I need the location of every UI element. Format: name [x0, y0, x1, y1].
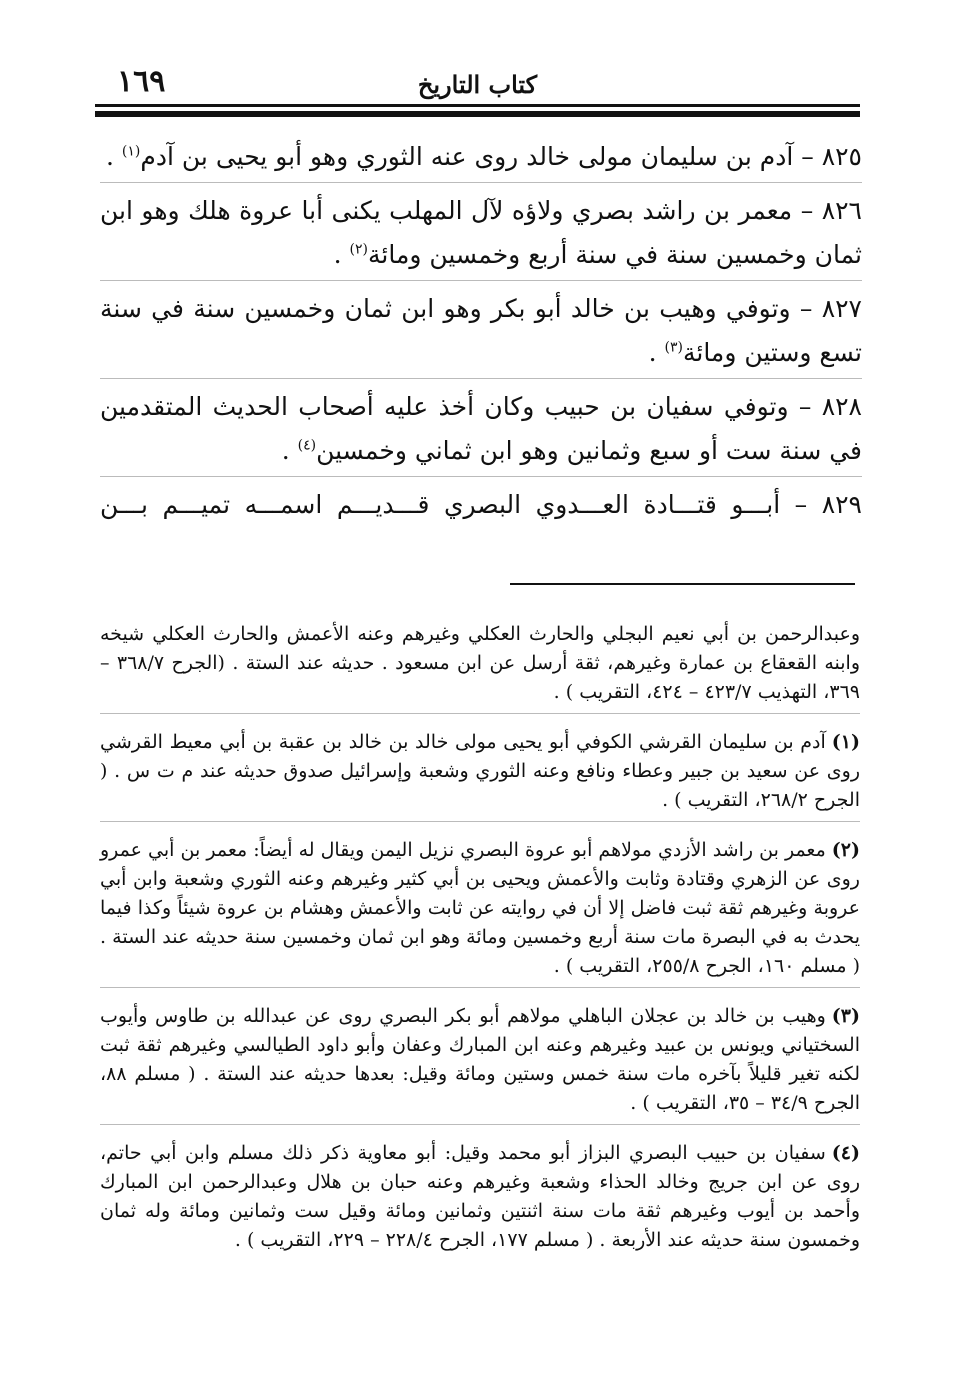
- entry-825: [100, 135, 862, 184]
- footnote-separator: [100, 987, 860, 988]
- footnote-separator: [100, 821, 860, 822]
- entry-827: [100, 287, 862, 380]
- footnote-text: سفيان بن حبيب البصري البزاز أبو محمد وقيل: أبو معاوية ذكر ذلك مسلم وابن أبي حاتم، روى عن ابن جريج وخالد الحذاء وشعبة وغيرهم وعنه حبان بن هلال وعبدالرحمن ابن المبارك وأحمد بن أيوب وغيرهم ثقة مات سنة اثنتين وثمانين ومائة وقيل ست وثمانين ومائة وله ثمان وخمسون سنة حديثه عند الأربعة . ( مسلم ١٧٧، الجرح ٢٢٨/٤ – ٢٢٩، التقريب ) .: [100, 1142, 860, 1251]
- entry-divider: [100, 280, 862, 282]
- entry-divider: [100, 182, 862, 184]
- footnote-separator: [100, 713, 860, 714]
- footnote-3: [100, 1002, 860, 1118]
- footnote-ref: (٢): [349, 241, 368, 258]
- entry-text: ٨٢٧ – وتوفي وهيب بن خالد أبو بكر وهو ابن ثمان وخمسين سنة في سنة تسع وستين ومائة: [100, 294, 862, 367]
- entry-829: [100, 483, 862, 527]
- footnote-1: [100, 728, 860, 815]
- book-title: كتاب التاريخ: [417, 70, 538, 99]
- entry-tail: .: [106, 142, 122, 171]
- page-number: ١٦٩: [117, 64, 166, 99]
- footnote-text: وهيب بن خالد بن عجلان الباهلي مولاهم أبو بكر البصري روى عن عبدالله بن طاوس وأيوب السختياني ويونس بن عبيد وغيرهم وعنه ابن المبارك وعفان وأبو داود الطيالسي وغيرهم ثقة ثبت لكنه تغير قليلاً بآخره مات سنة خمس وستين ومائة وقيل: بعدها حديثه عند الستة . ( مسلم ٨٨، الجرح ٣٤/٩ – ٣٥، التقريب ) .: [100, 1005, 860, 1114]
- footnote-ref: (٣): [664, 339, 683, 356]
- header-rule-thin: [95, 104, 860, 107]
- footnote-continuation: وعبدالرحمن بن أبي نعيم البجلي والحارث العكلي وغيرهم وعنه الأعمش والحارث العكلي شيخه وابنه القعقاع بن عمارة وغيرهم، ثقة أرسل عن ابن مسعود . حديثه عند الستة . (الجرح ٣٦٨/٧ – ٣٦٩، التهذيب ٤٢٣/٧ – ٤٢٤، التقريب ) .: [100, 623, 860, 703]
- footnote-label: (٤): [831, 1142, 860, 1164]
- entry-826: [100, 189, 862, 282]
- footnote-text: معمر بن راشد الأزدي مولاهم أبو عروة البصري نزيل اليمن ويقال له أيضاً: معمر بن أبي عمرو روى عن الزهري وقتادة وثابت والأعمش ويحيى بن أبي كثير وغيرهم وعنه الثوري وشعبة وابن أبي عروبة وغيرهم ثقة ثبت فاضل إلا أن في روايته عن ثابت والأعمش وهشام بن عروة شيئاً وكذا فيما يحدث به في البصرة مات سنة أربع وخمسين ومائة وهو ابن ثمان وخمسين سنة حديثه عند الستة . ( مسلم ١٦٠، الجرح ٢٥٥/٨، التقريب ) .: [100, 839, 860, 977]
- entry-text: ٨٢٨ – وتوفي سفيان بن حبيب وكان أخذ عليه أصحاب الحديث المتقدمين في سنة ست أو سبع وثمانين وهو ابن ثماني وخمسين: [100, 392, 862, 465]
- main-text: [100, 135, 862, 527]
- entry-text: ٨٢٩ – أبـــو قتـــادة العـــدوي البصري قـــديـــم اسمـــه تميـــم بـــن: [100, 490, 862, 519]
- footnotes: [100, 620, 860, 1255]
- entry-text: ٨٢٥ – آدم بن سليمان مولى خالد روى عنه الثوري وهو أبو يحيى بن آدم: [140, 142, 862, 171]
- entry-divider: [100, 476, 862, 478]
- entry-text: ٨٢٦ – معمر بن راشد بصري ولاؤه لآل المهلب يكنى أبا عروة هلك وهو ابن ثمان وخمسين سنة في سنة أربع وخمسين ومائة: [100, 196, 862, 269]
- header-rule-thick: [95, 111, 860, 117]
- entry-tail: .: [648, 338, 665, 367]
- footnote-separator: [100, 1124, 860, 1125]
- footnote-ref: (٤): [297, 437, 317, 454]
- footnote-4: [100, 1139, 860, 1255]
- entry-tail: .: [281, 436, 298, 465]
- footnote-2: [100, 836, 860, 981]
- footnote-label: (٢): [831, 839, 860, 861]
- entry-tail: .: [333, 240, 350, 269]
- footnote-divider: [510, 583, 855, 585]
- entry-828: [100, 385, 862, 478]
- footnote-label: (١): [831, 731, 860, 753]
- page-header: [95, 62, 860, 102]
- footnote-text: آدم بن سليمان القرشي الكوفي أبو يحيى مولى خالد بن خالد بن عقبة بن أبي معيط القرشي روى عن سعيد بن جبير وعطاء ونافع وعنه الثوري وشعبة وإسرائيل صدوق حديثه عند م ت س . ( الجرح ٢٦٨/٢، التقريب ) .: [100, 731, 860, 811]
- footnote-label: (٣): [831, 1005, 860, 1027]
- entry-divider: [100, 378, 862, 380]
- footnote-ref: (١): [121, 143, 141, 160]
